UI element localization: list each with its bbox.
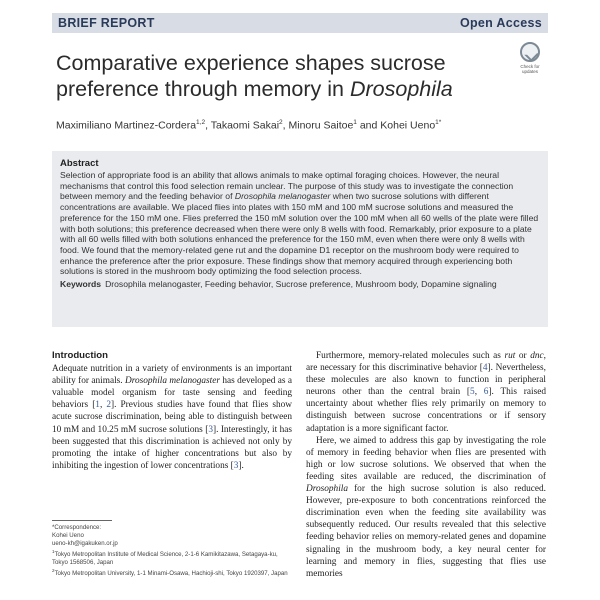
right-column	[306, 350, 546, 580]
article-type-banner	[52, 13, 548, 33]
species-name: Drosophila melanogaster	[125, 376, 221, 387]
author-separator: and	[356, 119, 381, 132]
citation-link[interactable]: 1	[95, 400, 100, 411]
brief-report-label: BRIEF REPORT	[58, 16, 155, 30]
affiliation-number: 2	[52, 567, 55, 573]
text-run: ]. This raised uncertainty about whether flies rely primarily on memory to distinguish between sucrose concentrations or if sensory adaptation is a more significant factor.	[306, 387, 546, 434]
abstract-heading: Abstract	[60, 158, 99, 169]
body-paragraph	[306, 435, 546, 580]
keywords-label: Keywords	[60, 279, 102, 290]
check-for-updates-label: Check for updates	[520, 64, 540, 74]
author-affiliation: 1	[353, 119, 357, 126]
correspondence-label: *Correspondence:	[52, 524, 102, 531]
text-run: ]. Previous studies have found that flies show acute sucrose discrimination, being able to distinguish between 10 mM and 10.25 mM sucrose solutions [	[52, 400, 292, 435]
body-paragraph	[306, 350, 546, 435]
abstract-species: Drosophila melanogaster	[234, 191, 331, 202]
left-column	[52, 350, 292, 472]
introduction-heading: Introduction	[52, 350, 108, 361]
introduction-paragraph	[52, 363, 292, 472]
text-run: ]. Interestingly, it has been suggested that this discrimination is achieved not only by promoting the intake of higher concentrations but also by inhibiting the ingestion of lower concentrations [	[52, 424, 292, 471]
footnote-divider	[52, 520, 112, 521]
check-icon	[520, 42, 540, 62]
author-list	[56, 119, 556, 132]
author-name[interactable]: Kohei Ueno	[380, 119, 436, 132]
author-name[interactable]: Takaomi Sakai	[210, 119, 280, 132]
title-italic: Drosophila	[349, 77, 453, 101]
author-affiliation: 1,2	[196, 119, 206, 126]
abstract-box	[52, 151, 548, 327]
author-name[interactable]: Minoru Saitoe	[288, 119, 354, 132]
title-main: Comparative experience shapes sucrose preference through memory in	[56, 51, 446, 101]
author-separator: ,	[282, 119, 289, 132]
keywords	[60, 279, 540, 290]
footnotes	[52, 524, 292, 578]
author-name[interactable]: Maximiliano Martinez-Cordera	[56, 119, 197, 132]
text-run: Adequate nutrition in a variety of environments is an important ability for animals.	[52, 364, 292, 387]
correspondence-email[interactable]: ueno-kh@igakuken.or.jp	[52, 539, 118, 547]
affiliation-text: Tokyo Metropolitan University, 1-1 Minami-Osawa, Hachioji-shi, Tokyo 1920397, Japan	[54, 569, 288, 577]
author-affiliation: 2	[279, 119, 283, 126]
affiliation-text: Tokyo Metropolitan Institute of Medical Science, 2-1-6 Kamikitazawa, Setagaya-ku, Tokyo 1568506, Japan	[52, 550, 278, 566]
text-run: Here, we aimed to address this gap by investigating the role of memory in feeding behavior when flies are presented with high or low sucrose solutions. We observed that when the feeding sites available are reduced, the discrimination of	[306, 435, 546, 482]
author-affiliation: 1*	[435, 119, 442, 126]
affiliation-1	[52, 548, 292, 567]
text-run: or	[515, 351, 531, 361]
citation-link[interactable]: 4	[482, 363, 488, 374]
check-for-updates-badge[interactable]	[515, 42, 545, 78]
citation-link[interactable]: 3	[233, 460, 239, 471]
keywords-list: Drosophila melanogaster, Feeding behavior, Sucrose preference, Mushroom body, Dopamine signaling	[105, 279, 497, 290]
text-run: ,	[474, 387, 484, 398]
abstract-text	[60, 170, 540, 277]
citation-link[interactable]: 5	[470, 387, 475, 398]
text-run: Furthermore, memory-related molecules such as	[316, 351, 505, 361]
affiliation-2	[52, 567, 292, 578]
abstract-text-part: when two sucrose solutions with different concentrations are available. We placed flies into plates with 150 mM and 100 mM sucrose solutions and measured the preference for the 150 mM one. Flies preferred the 150 mM solution over the 100 mM when all 60 wells of the plate were filled with both solutions; this preference decreased when there were only 8 wells with food. Remarkably, prior exposure to a plate with all 60 wells filled with both solutions enhanced the preference for the 150 mM, even when there were only 8 wells with food. We found that the memory-related gene rut and the dopamine D1 receptor on the mushroom body were required to enhance the preference after the prior exposure. These findings show that memory acquired through experiencing both solutions is stored in the mushroom body optimizing the food selection process.	[60, 191, 539, 277]
open-access-label: Open Access	[459, 16, 542, 30]
citation-link[interactable]: 2	[106, 400, 111, 411]
citation-link[interactable]: 3	[208, 424, 213, 435]
text-run: has developed as a valuable model organism for taste sensing and feeding behaviors [	[52, 376, 293, 411]
correspondence-name: Kohei Ueno	[52, 531, 84, 539]
species-name: Drosophila	[306, 484, 349, 495]
citation-link[interactable]: 6	[483, 387, 489, 398]
abstract-text-part: Selection of appropriate food is an ability that allows animals to make optimal foraging choices. However, the neural mechanisms that control this food selection remain unclear. The purpose of this study was to investigate the connection between memory and the feeding behavior of	[60, 170, 514, 202]
text-run: , are necessary for this discriminative behavior [	[306, 351, 546, 374]
affiliation-number: 1	[52, 548, 55, 554]
gene-name: rut	[504, 351, 516, 361]
text-run: for the high sucrose solution is also reduced. However, pre-exposure to both concentrations reinforced the discrimination even when the feeding site availability was subsequently reduced. Our results revealed that this selective feeding behavior relies on memory-related genes and dopamine signaling in the mushroom body, a key neural center for learning and memory in flies, suggesting that flies use memories	[306, 484, 546, 579]
text-run: ,	[99, 400, 107, 411]
article-title	[56, 50, 496, 102]
author-separator: ,	[205, 119, 211, 132]
gene-name: dnc	[530, 351, 544, 361]
text-run: ]. Nevertheless, these molecules are also known to function in peripheral neurons other than the central brain [	[306, 363, 546, 398]
text-run: ].	[238, 460, 244, 471]
